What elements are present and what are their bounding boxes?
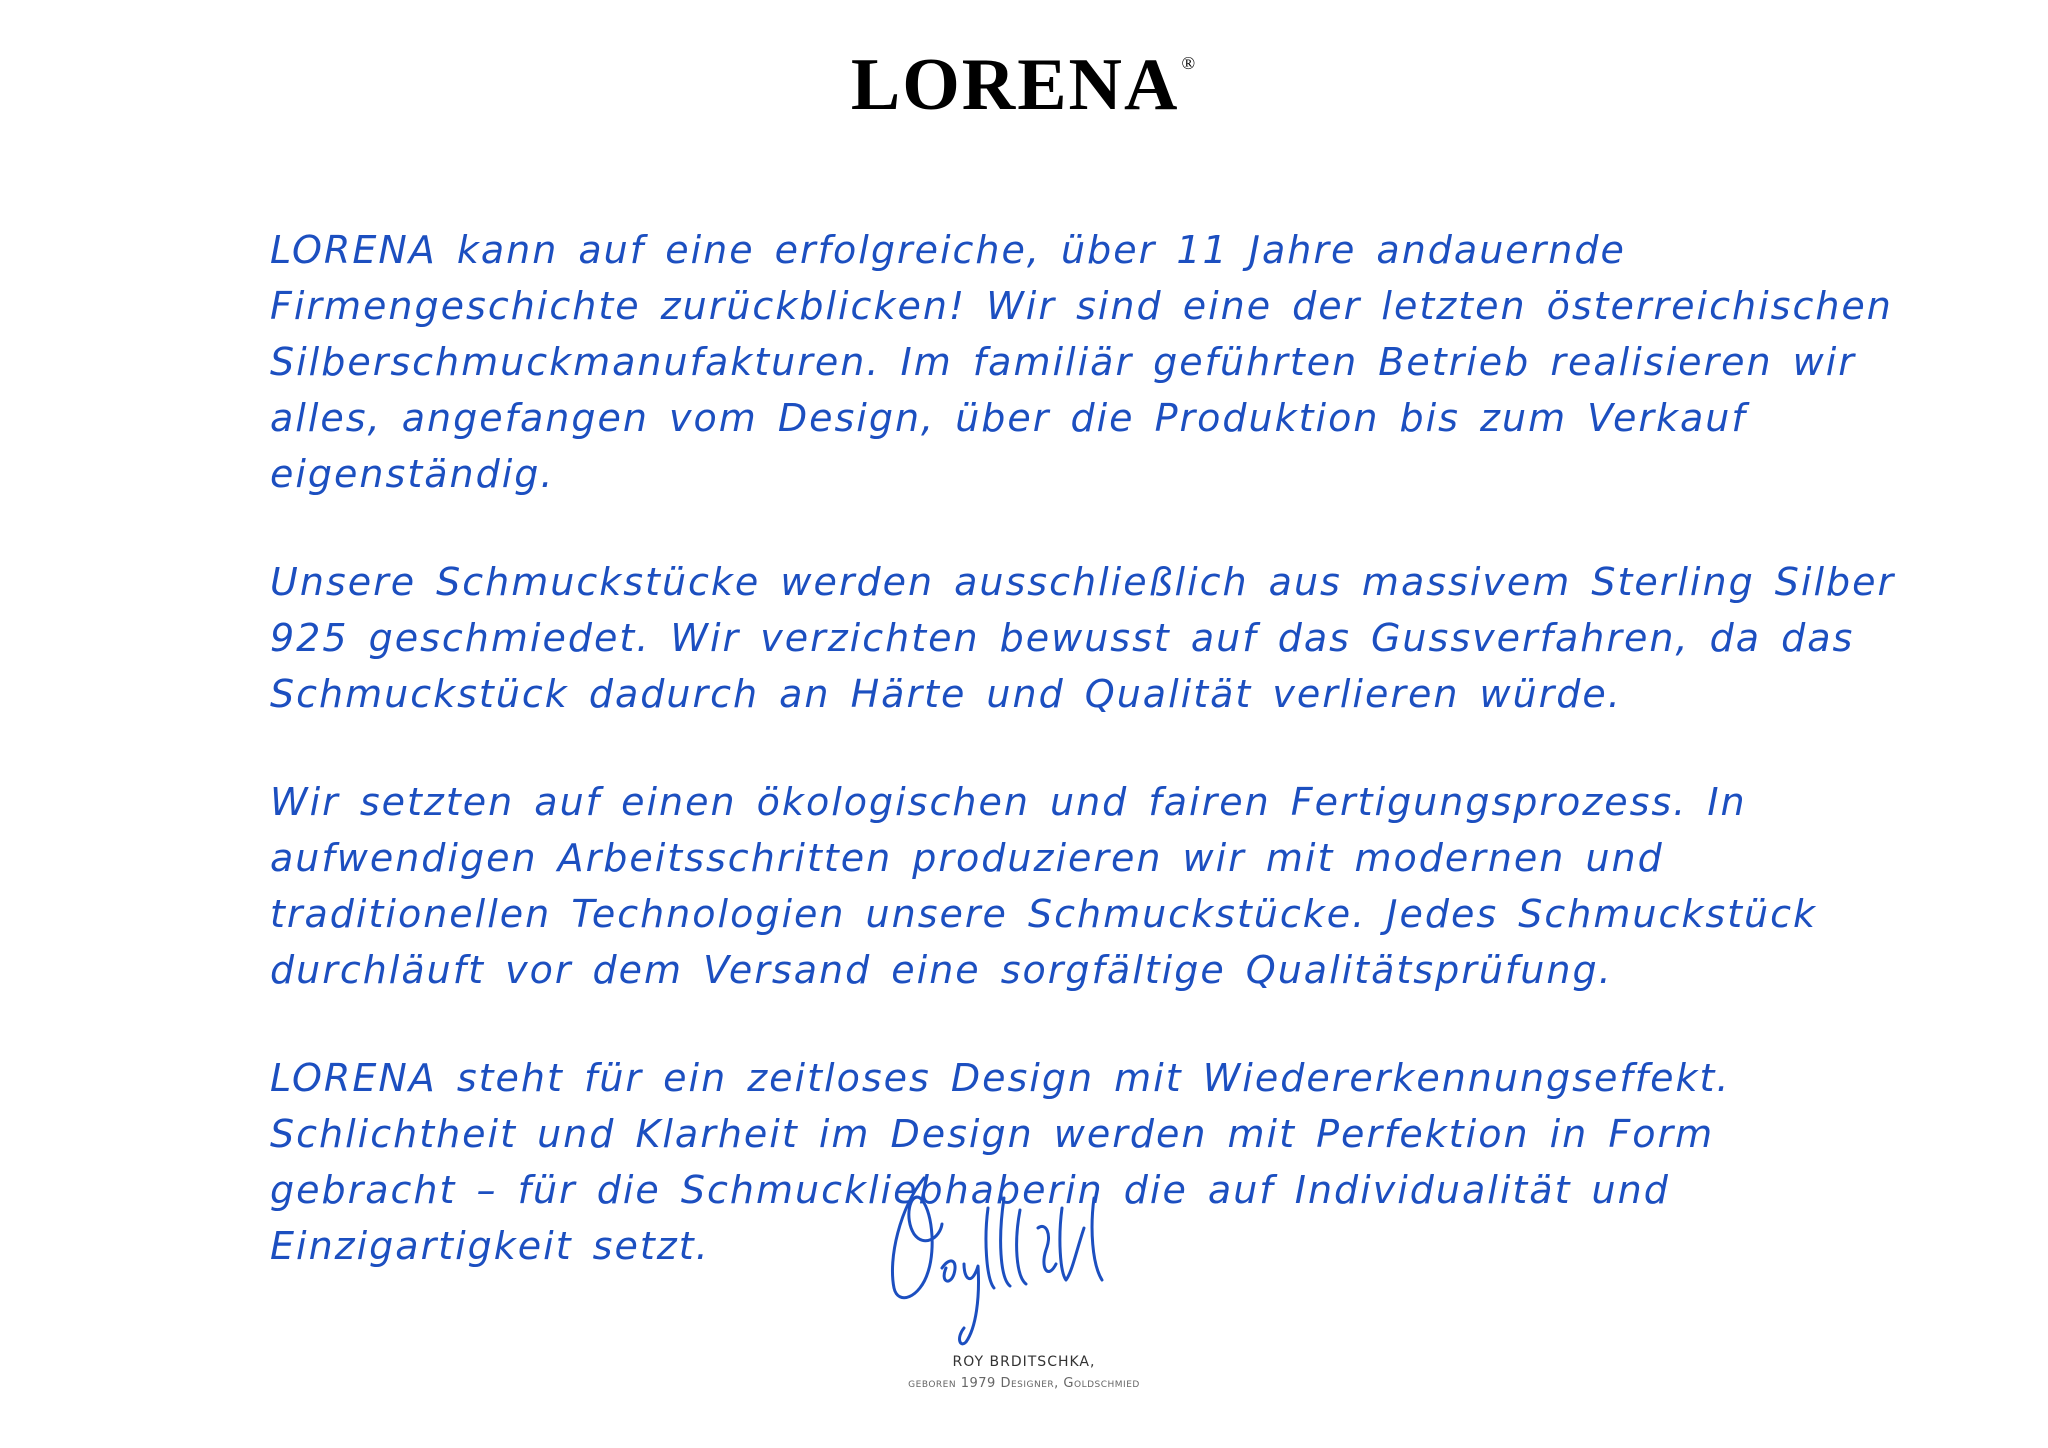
brand-name: LORENA <box>850 44 1180 126</box>
registered-mark: ® <box>1181 53 1198 73</box>
handwritten-letter <box>270 222 1910 1326</box>
letter-paragraph-material: Unsere Schmuckstücke werden ausschließlich aus massivem Sterling Silber 925 geschmiedet. Wir verzichten bewusst auf das Gussverfahren, da das Schmuckstück dadurch an Härte und Qualität verlieren würde. <box>270 560 1896 716</box>
letter-paragraph-intro: LORENA kann auf eine erfolgreiche, über 11 Jahre andauernde Firmengeschichte zurückblicken! Wir sind eine der letzten österreichischen Silberschmuckmanufakturen. Im familiär geführten Betrieb realisieren wir alles, angefangen vom Design, über die Produktion bis zum Verkauf eigenständig. <box>270 228 1893 496</box>
brand-logo <box>0 44 2048 126</box>
signatory-name: ROY BRDITSCHKA, <box>952 1354 1096 1370</box>
letter-paragraph-design: LORENA steht für ein zeitloses Design mit Wiedererkennungseffekt. Schlichtheit und Klarheit im Design werden mit Perfektion in Form gebracht – für die Schmuckliebhaberin die auf Individualität und Einzigartigkeit setzt. <box>270 1056 1731 1268</box>
letter-paragraph-production: Wir setzten auf einen ökologischen und fairen Fertigungsprozess. In aufwendigen Arbeitsschritten produzieren wir mit modernen und traditionellen Technologien unsere Schmuckstücke. Jedes Schmuckstück durchläuft vor dem Versand eine sorgfältige Qualitätsprüfung. <box>270 780 1818 992</box>
signatory-role: geboren 1979 Designer, Goldschmied <box>908 1376 1140 1391</box>
handwritten-signature <box>880 1168 1150 1348</box>
